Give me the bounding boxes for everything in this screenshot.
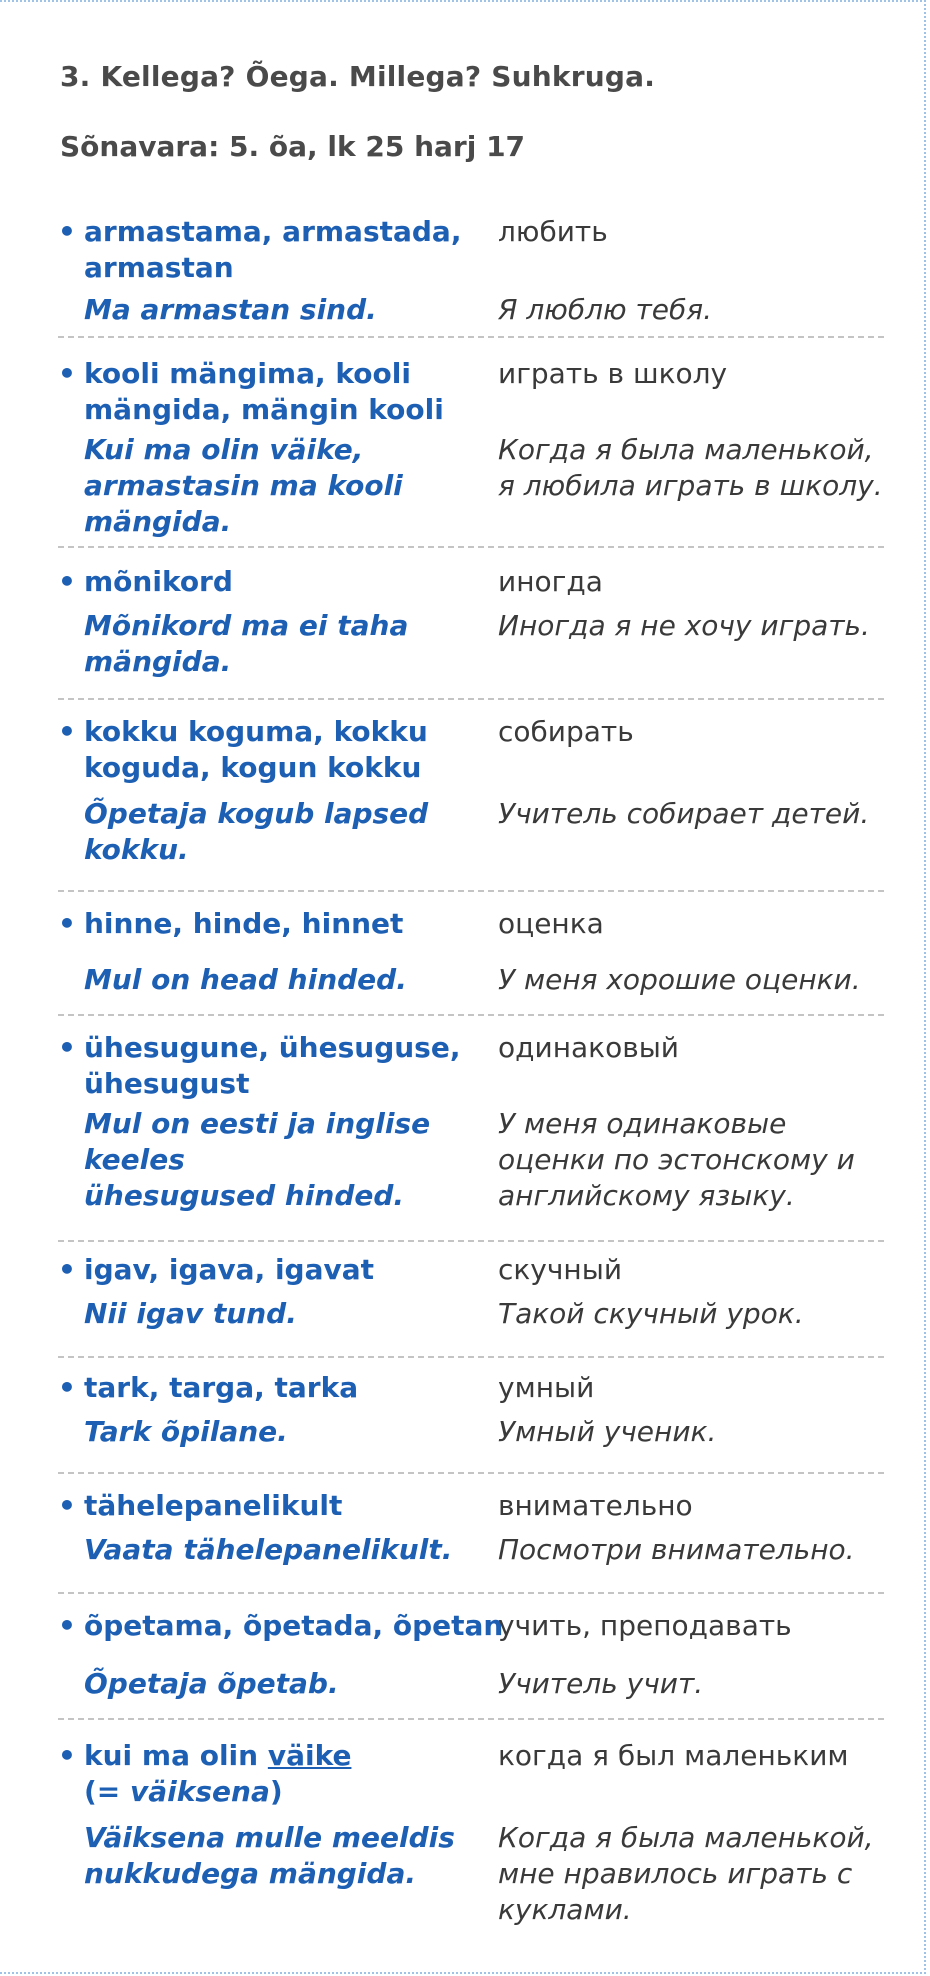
entry-translation: внимательно xyxy=(498,1489,693,1522)
underlined-word: väike xyxy=(267,1739,352,1772)
entry-example: Õpetaja kogub lapsed kokku. xyxy=(84,797,429,866)
entry-example: Mul on eesti ja inglise keeles ühesugused hinded. xyxy=(84,1107,431,1212)
vocab-list xyxy=(58,208,884,1942)
entry-example-translation: Когда я была маленькой, я любила играть в школу. xyxy=(498,433,883,502)
bullet: • xyxy=(58,1031,76,1064)
entry-example: Vaata tähelepanelikult. xyxy=(84,1533,453,1566)
entry-term: tähelepanelikult xyxy=(84,1489,343,1522)
entry-example-translation: Я люблю тебя. xyxy=(498,293,713,326)
entry-example-translation: Такой скучный урок. xyxy=(498,1297,804,1330)
vocab-entry-kui-ma-olin-vaike xyxy=(58,1720,884,1942)
bullet: • xyxy=(58,1739,76,1772)
entry-term: õpetama, õpetada, õpetan xyxy=(84,1609,504,1642)
entry-example: Õpetaja õpetab. xyxy=(84,1667,339,1700)
bullet: • xyxy=(58,1609,76,1642)
page-title: 3. Kellega? Õega. Millega? Suhkruga. xyxy=(60,60,656,93)
entry-translation: оценка xyxy=(498,907,604,940)
entry-example: Tark õpilane. xyxy=(84,1415,288,1448)
vocab-entry-kokku-koguma xyxy=(58,700,884,892)
vocab-entry-igav xyxy=(58,1242,884,1358)
entry-term: hinne, hinde, hinnet xyxy=(84,907,404,940)
vocab-entry-hinne xyxy=(58,892,884,1016)
italic-word: väiksena xyxy=(130,1775,270,1808)
entry-translation: одинаковый xyxy=(498,1031,680,1064)
entry-example: Väiksena mulle meeldis nukkudega mängida. xyxy=(84,1821,455,1890)
entry-term: kui ma olin väike (= väiksena) xyxy=(84,1739,352,1808)
bullet: • xyxy=(58,1253,76,1286)
entry-example-translation: Учитель собирает детей. xyxy=(498,797,870,830)
vocab-entry-monikord xyxy=(58,548,884,700)
entry-translation: собирать xyxy=(498,715,634,748)
entry-translation: учить, преподавать xyxy=(498,1609,792,1642)
bullet: • xyxy=(58,1489,76,1522)
entry-translation: иногда xyxy=(498,565,603,598)
entry-example-translation: У меня хорошие оценки. xyxy=(498,963,861,996)
entry-term: igav, igava, igavat xyxy=(84,1253,375,1286)
vocab-entry-tahelepanelikult xyxy=(58,1474,884,1594)
entry-example-translation: Иногда я не хочу играть. xyxy=(498,609,870,642)
entry-example-translation: Учитель учит. xyxy=(498,1667,704,1700)
entry-translation: умный xyxy=(498,1371,595,1404)
entry-term: armastama, armastada, armastan xyxy=(84,215,462,284)
entry-example: Nii igav tund. xyxy=(84,1297,297,1330)
entry-example: Mul on head hinded. xyxy=(84,963,407,996)
entry-translation: играть в школу xyxy=(498,357,728,390)
entry-example-translation: Посмотри внимательно. xyxy=(498,1533,855,1566)
vocab-entry-uhesugune xyxy=(58,1016,884,1242)
vocab-entry-tark xyxy=(58,1358,884,1474)
bullet: • xyxy=(58,357,76,390)
entry-example: Ma armastan sind. xyxy=(84,293,377,326)
entry-translation: скучный xyxy=(498,1253,623,1286)
entry-term: kokku koguma, kokku koguda, kogun kokku xyxy=(84,715,428,784)
bullet: • xyxy=(58,215,76,248)
vocab-entry-armastama xyxy=(58,208,884,338)
entry-term: tark, targa, tarka xyxy=(84,1371,359,1404)
entry-example: Mõnikord ma ei taha mängida. xyxy=(84,609,409,678)
bullet: • xyxy=(58,565,76,598)
entry-translation: когда я был маленьким xyxy=(498,1739,849,1772)
vocab-entry-opetama xyxy=(58,1594,884,1720)
vocab-reference: Sõnavara: 5. õa, lk 25 harj 17 xyxy=(60,130,526,163)
entry-term: ühesugune, ühesuguse, ühesugust xyxy=(84,1031,461,1100)
entry-term: kooli mängima, kooli mängida, mängin kooli xyxy=(84,357,444,426)
bullet: • xyxy=(58,907,76,940)
bullet: • xyxy=(58,1371,76,1404)
vocab-entry-kooli-mangima xyxy=(58,338,884,548)
entry-term: mõnikord xyxy=(84,565,233,598)
entry-example-translation: Умный ученик. xyxy=(498,1415,717,1448)
entry-example-translation: У меня одинаковые оценки по эстонскому и английскому языку. xyxy=(498,1107,855,1212)
bullet: • xyxy=(58,715,76,748)
entry-example: Kui ma olin väike, armastasin ma kooli mängida. xyxy=(84,433,403,538)
entry-translation: любить xyxy=(498,215,608,248)
entry-example-translation: Когда я была маленькой, мне нравилось играть с куклами. xyxy=(498,1821,874,1926)
